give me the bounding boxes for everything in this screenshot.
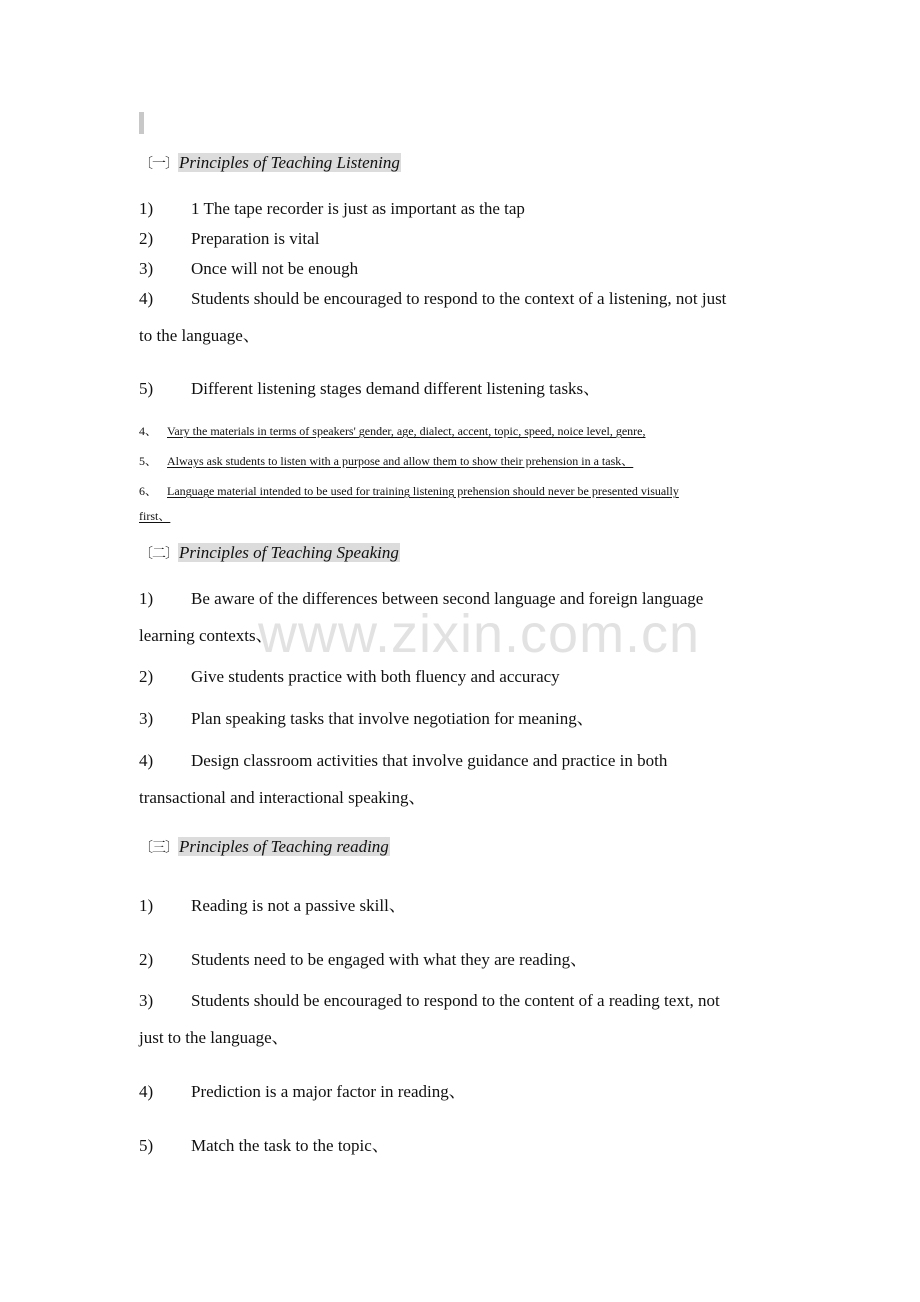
note-item xyxy=(139,423,645,439)
note-number: 4、 xyxy=(139,424,158,438)
item-number: 3) xyxy=(139,709,154,728)
item-number: 4) xyxy=(139,751,154,770)
item-text: Be aware of the differences between second language and foreign language xyxy=(191,589,704,608)
list-item xyxy=(139,949,587,971)
item-number: 2) xyxy=(139,950,154,969)
section-marker: 〔三〕 xyxy=(139,841,178,856)
list-item xyxy=(139,288,726,310)
item-number: 1) xyxy=(139,896,154,915)
item-text: Prediction is a major factor in reading、 xyxy=(191,1082,466,1101)
list-item xyxy=(139,378,600,400)
item-text: Match the task to the topic、 xyxy=(191,1136,389,1155)
list-item xyxy=(139,990,720,1012)
list-item xyxy=(139,198,525,220)
list-item xyxy=(139,1081,466,1103)
section-title: Principles of Teaching reading xyxy=(179,837,389,856)
list-item xyxy=(139,750,667,772)
item-number: 2) xyxy=(139,229,154,248)
item-number: 5) xyxy=(139,379,154,398)
item-text: 1 The tape recorder is just as important as the tap xyxy=(191,199,525,218)
item-text: Students should be encouraged to respond to the content of a reading text, not xyxy=(191,991,720,1010)
section-heading-reading xyxy=(139,835,390,861)
section-heading-speaking xyxy=(139,541,400,567)
list-item xyxy=(139,895,406,917)
section-title: Principles of Teaching Listening xyxy=(179,153,400,172)
list-item xyxy=(139,258,358,280)
item-text: Design classroom activities that involve guidance and practice in both xyxy=(191,751,668,770)
item-text: Plan speaking tasks that involve negotiation for meaning、 xyxy=(191,709,594,728)
item-number: 2) xyxy=(139,667,154,686)
list-item xyxy=(139,1135,389,1157)
note-text: Vary the materials in terms of speakers' gender, age, dialect, accent, topic, speed, noice level, genre, xyxy=(167,424,646,438)
section-marker: 〔一〕 xyxy=(139,157,178,172)
item-number: 4) xyxy=(139,289,154,308)
text-cursor-mark xyxy=(139,112,144,134)
item-text: Students need to be engaged with what they are reading、 xyxy=(191,950,588,969)
item-number: 5) xyxy=(139,1136,154,1155)
note-item xyxy=(139,453,633,469)
item-continuation: just to the language、 xyxy=(139,1028,289,1047)
item-number: 1) xyxy=(139,199,154,218)
item-text: Different listening stages demand different listening tasks、 xyxy=(191,379,601,398)
item-text: Reading is not a passive skill、 xyxy=(191,896,406,915)
item-text: Preparation is vital xyxy=(191,229,320,248)
list-item xyxy=(139,708,594,730)
item-number: 4) xyxy=(139,1082,154,1101)
section-heading-listening xyxy=(139,151,401,177)
note-number: 6、 xyxy=(139,484,158,498)
note-number: 5、 xyxy=(139,454,158,468)
section-title: Principles of Teaching Speaking xyxy=(179,543,399,562)
item-continuation: learning contexts、 xyxy=(139,626,273,645)
section-marker: 〔二〕 xyxy=(139,547,178,562)
note-text: Always ask students to listen with a purpose and allow them to show their prehension in a task、 xyxy=(167,454,634,468)
item-number: 3) xyxy=(139,991,154,1010)
item-number: 1) xyxy=(139,589,154,608)
watermark: www.zixin.com.cn xyxy=(258,604,701,664)
list-item xyxy=(139,666,560,688)
item-text: Give students practice with both fluency and accuracy xyxy=(191,667,560,686)
note-continuation: first、 xyxy=(139,509,171,523)
item-number: 3) xyxy=(139,259,154,278)
item-continuation: to the language、 xyxy=(139,326,260,345)
list-item xyxy=(139,228,319,250)
note-item xyxy=(139,483,679,499)
item-text: Once will not be enough xyxy=(191,259,359,278)
item-continuation: transactional and interactional speaking、 xyxy=(139,788,426,807)
item-text: Students should be encouraged to respond to the context of a listening, not just xyxy=(191,289,727,308)
note-text: Language material intended to be used for training listening prehension should never be presented visually xyxy=(167,484,679,498)
